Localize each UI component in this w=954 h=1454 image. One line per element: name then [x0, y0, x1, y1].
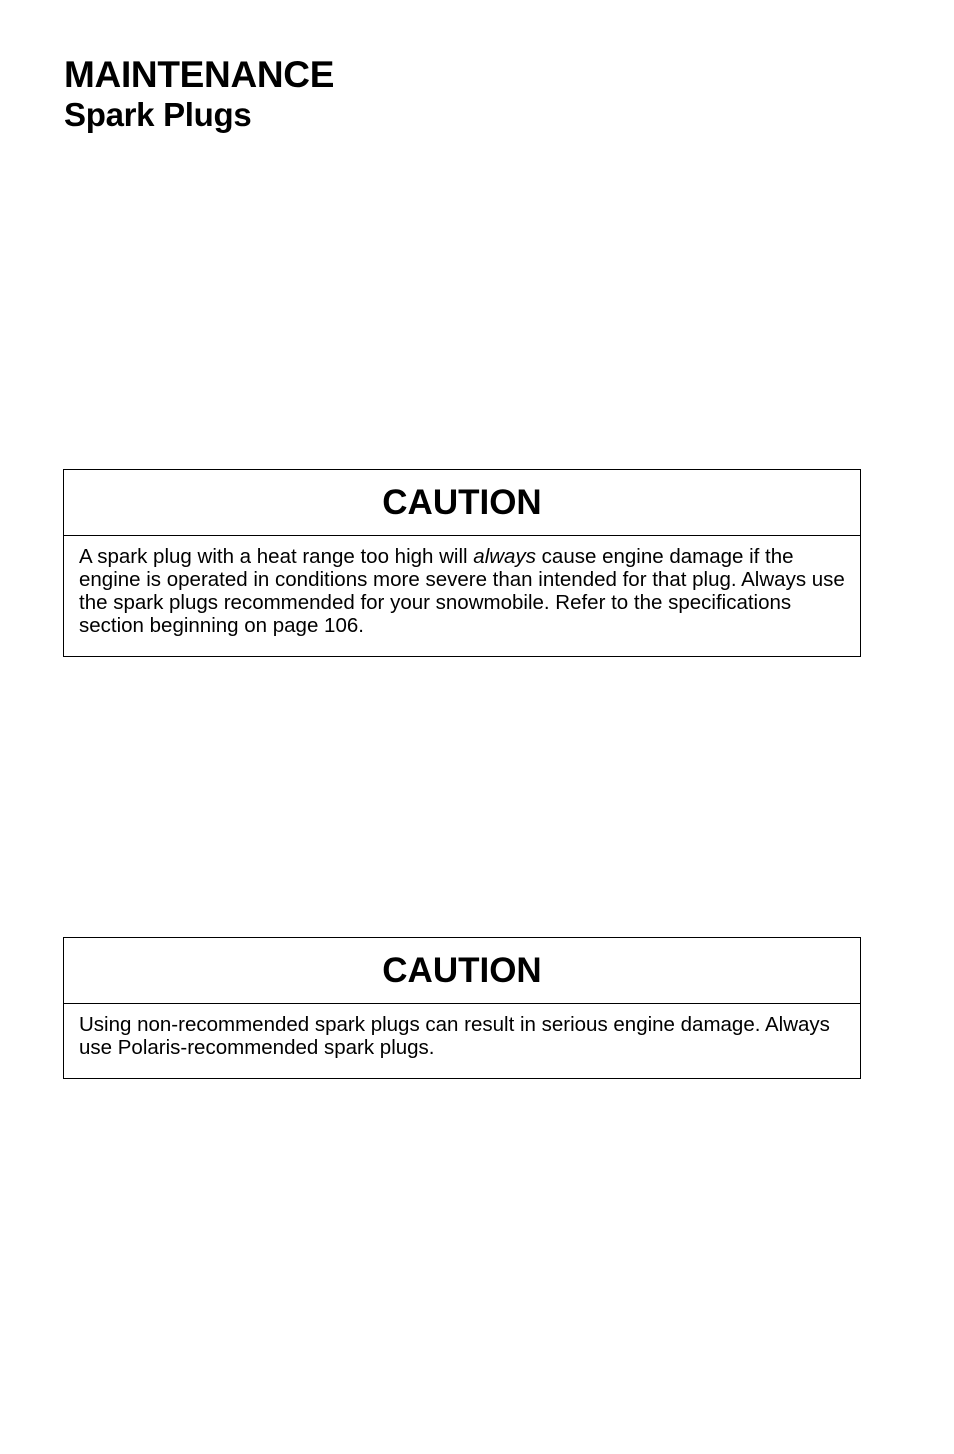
caution-text-after: cause engine damage if the engine is operated in conditions more severe than intended for that plug. Always use the spark plugs recommended for your snowmobile. Refer to the specifications section beginning on page 106.: [79, 545, 845, 637]
caution-text-emphasis: always: [473, 545, 536, 568]
caution-box-heat-range: [63, 469, 861, 657]
section-subtitle: Spark Plugs: [64, 96, 252, 133]
section-title: MAINTENANCE: [64, 54, 335, 95]
caution-heading: CAUTION: [64, 470, 860, 536]
caution-text-before: A spark plug with a heat range too high will: [79, 545, 474, 568]
caution-heading: CAUTION: [64, 938, 860, 1004]
caution-body: [64, 536, 860, 637]
caution-text: [79, 545, 846, 637]
caution-text: Using non-recommended spark plugs can result in serious engine damage. Always use Polaris-recommended spark plugs.: [79, 1013, 830, 1059]
caution-box-non-recommended-plugs: [63, 937, 861, 1079]
caution-body: [64, 1004, 860, 1059]
